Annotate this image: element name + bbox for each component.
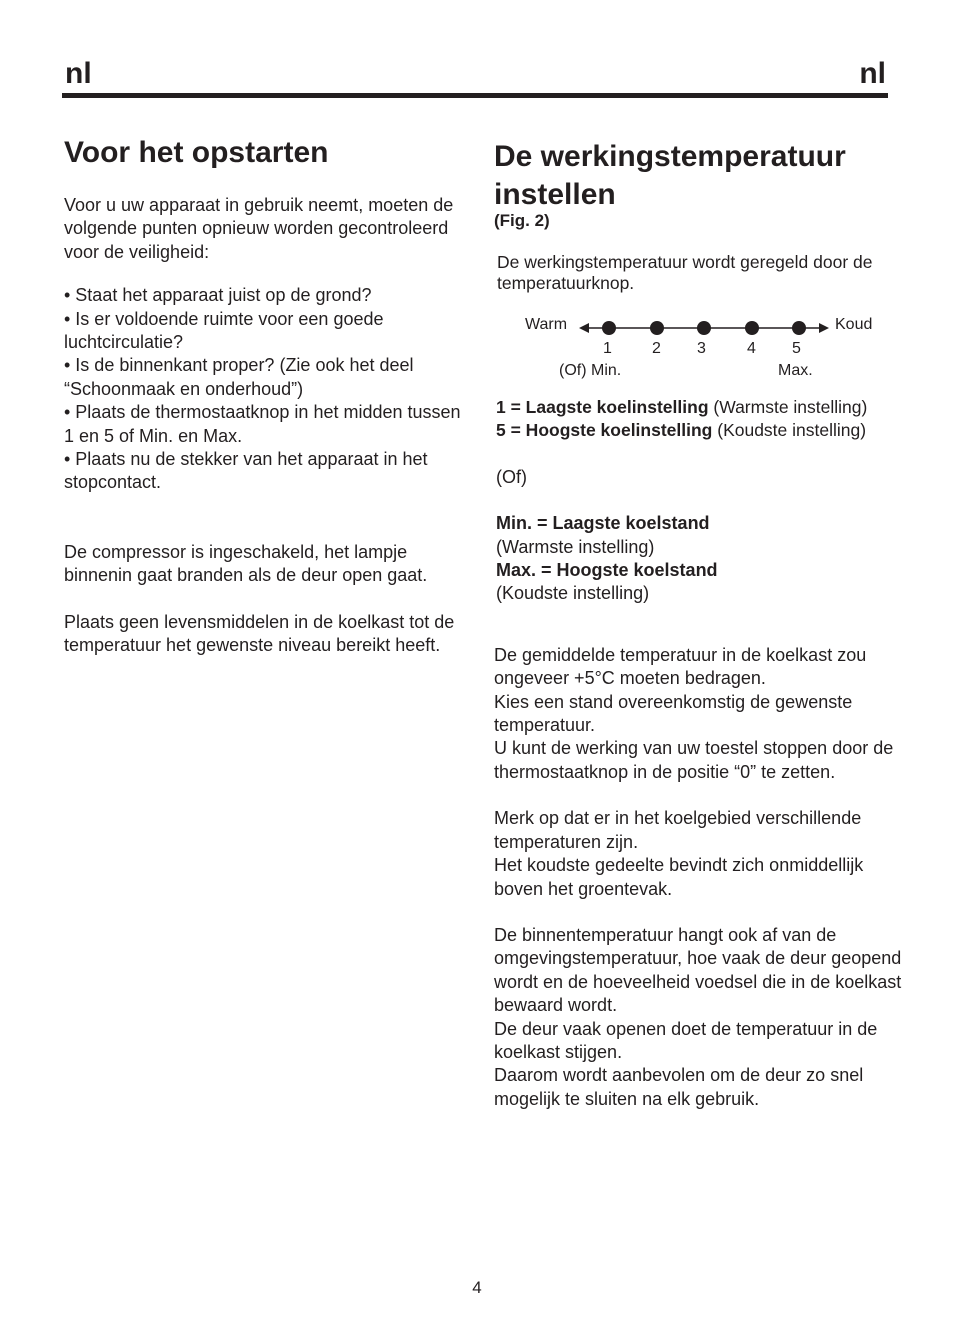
door-opening-paragraph: De deur vaak openen doet de temperatuur in de koelkast stijgen.	[494, 1018, 878, 1062]
scale-line	[579, 320, 829, 336]
thermostat-scale	[494, 318, 894, 398]
figure-reference: (Fig. 2)	[494, 211, 550, 230]
right-column	[494, 138, 914, 1111]
checklist-item: • Staat het apparaat juist op de grond?	[64, 285, 372, 306]
temperature-intro: De werkingstemperatuur wordt geregeld door de temperatuurknop.	[497, 252, 873, 293]
scale-number: 3	[697, 340, 706, 357]
coldest-area-paragraph: Het koudste gedeelte bevindt zich onmiddellijk boven het groentevak.	[494, 855, 864, 899]
checklist-item: • Is de binnenkant proper? (Zie ook het deel “Schoonmaak en onderhoud”)	[64, 355, 414, 399]
or-label: (Of)	[496, 466, 527, 487]
food-paragraph: Plaats geen levensmiddelen in de koelkast tot de temperatuur het gewenste niveau bereikt heeft.	[64, 611, 455, 656]
average-temperature-paragraph: De gemiddelde temperatuur in de koelkast zou ongeveer +5°C moeten bedragen.	[494, 644, 867, 689]
page-number: 4	[472, 1278, 482, 1297]
scale-dot-3	[697, 321, 711, 335]
compressor-paragraph: De compressor is ingeschakeld, het lampje binnenin gaat branden als de deur open gaat.	[64, 541, 428, 586]
arrow-left-icon	[579, 323, 589, 333]
checklist-item: • Is er voldoende ruimte voor een goede luchtcirculatie?	[64, 308, 384, 353]
choose-setting-paragraph: Kies een stand overeenkomstig de gewenste temperatuur.	[494, 691, 853, 736]
definition-1: 1 = Laagste koelinstelling (Warmste instelling)	[496, 397, 868, 417]
scale-number: 1	[603, 340, 612, 357]
scale-number: 4	[747, 340, 756, 357]
scale-dot-1	[602, 321, 616, 335]
warm-label: Warm	[525, 316, 568, 333]
max-label: Max.	[778, 362, 813, 379]
scale-number: 5	[792, 340, 801, 357]
left-column	[64, 134, 464, 658]
checklist	[64, 284, 464, 495]
intro-paragraph: Voor u uw apparaat in gebruik neemt, moeten de volgende punten opnieuw worden gecontroleerd voor de veiligheid:	[64, 195, 454, 262]
definition-min-note: (Warmste instelling)	[496, 536, 655, 557]
scale-number: 2	[652, 340, 661, 357]
section-title-temperature: De werkingstemperatuur instellen	[494, 140, 846, 211]
arrow-right-icon	[819, 323, 829, 333]
advice-paragraph: Daarom wordt aanbevolen om de deur zo snel mogelijk te sluiten na elk gebruik.	[494, 1065, 864, 1109]
checklist-item: • Plaats nu de stekker van het apparaat in het stopcontact.	[64, 449, 428, 493]
definition-max-note: (Koudste instelling)	[496, 583, 650, 604]
language-code-left: nl	[65, 57, 92, 90]
definition-max: Max. = Hoogste koelstand	[496, 560, 718, 581]
definition-min: Min. = Laagste koelstand	[496, 513, 710, 534]
definition-5: 5 = Hoogste koelinstelling (Koudste instelling)	[496, 420, 867, 441]
koud-label: Koud	[835, 316, 873, 333]
scale-dot-5	[792, 321, 806, 335]
inner-temperature-paragraph: De binnentemperatuur hangt ook af van de omgevingstemperatuur, hoe vaak de deur geopend wordt en de hoeveelheid voedsel die in de koelkast bewaard wordt.	[494, 924, 902, 1016]
stop-operation-paragraph: U kunt de werking van uw toestel stoppen door de thermostaatknop in de positie “0” te zetten.	[494, 738, 894, 782]
section-title-startup: Voor het opstarten	[64, 136, 329, 169]
scale-dot-4	[745, 321, 759, 335]
checklist-item: • Plaats de thermostaatknop in het midden tussen 1 en 5 of Min. en Max.	[64, 402, 461, 446]
scale-dot-2	[650, 321, 664, 335]
header-rule	[62, 93, 888, 98]
temperature-zones-paragraph: Merk op dat er in het koelgebied verschillende temperaturen zijn.	[494, 808, 862, 852]
min-label: (Of) Min.	[559, 362, 622, 379]
language-code-right: nl	[859, 57, 886, 90]
